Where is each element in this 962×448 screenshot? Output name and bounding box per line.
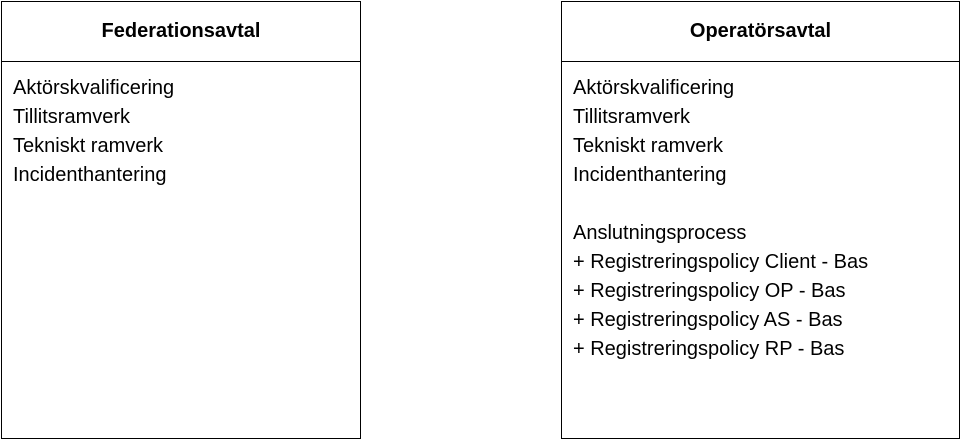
federationsavtal-title: Federationsavtal [2,2,360,62]
list-item: Tillitsramverk [573,106,691,128]
list-item: Aktörskvalificering [13,77,175,99]
list-item: Tekniskt ramverk [573,135,724,157]
list-item: Tekniskt ramverk [13,135,164,157]
list-item: Incidenthantering [13,164,167,186]
operatorsavtal-box [561,1,960,439]
list-item: Tillitsramverk [13,106,131,128]
policy-item: + Registreringspolicy RP - Bas [573,338,845,360]
federationsavtal-body [2,62,360,190]
federationsavtal-box [1,1,361,439]
operatorsavtal-title: Operatörsavtal [562,2,959,62]
list-item: Incidenthantering [573,164,727,186]
policy-item: + Registreringspolicy OP - Bas [573,280,846,302]
list-item: Aktörskvalificering [573,77,735,99]
section-heading: Anslutningsprocess [573,222,747,244]
policy-item: + Registreringspolicy AS - Bas [573,309,843,331]
policy-item: + Registreringspolicy Client - Bas [573,251,869,273]
operatorsavtal-body [562,62,959,364]
blank-line [573,190,959,219]
